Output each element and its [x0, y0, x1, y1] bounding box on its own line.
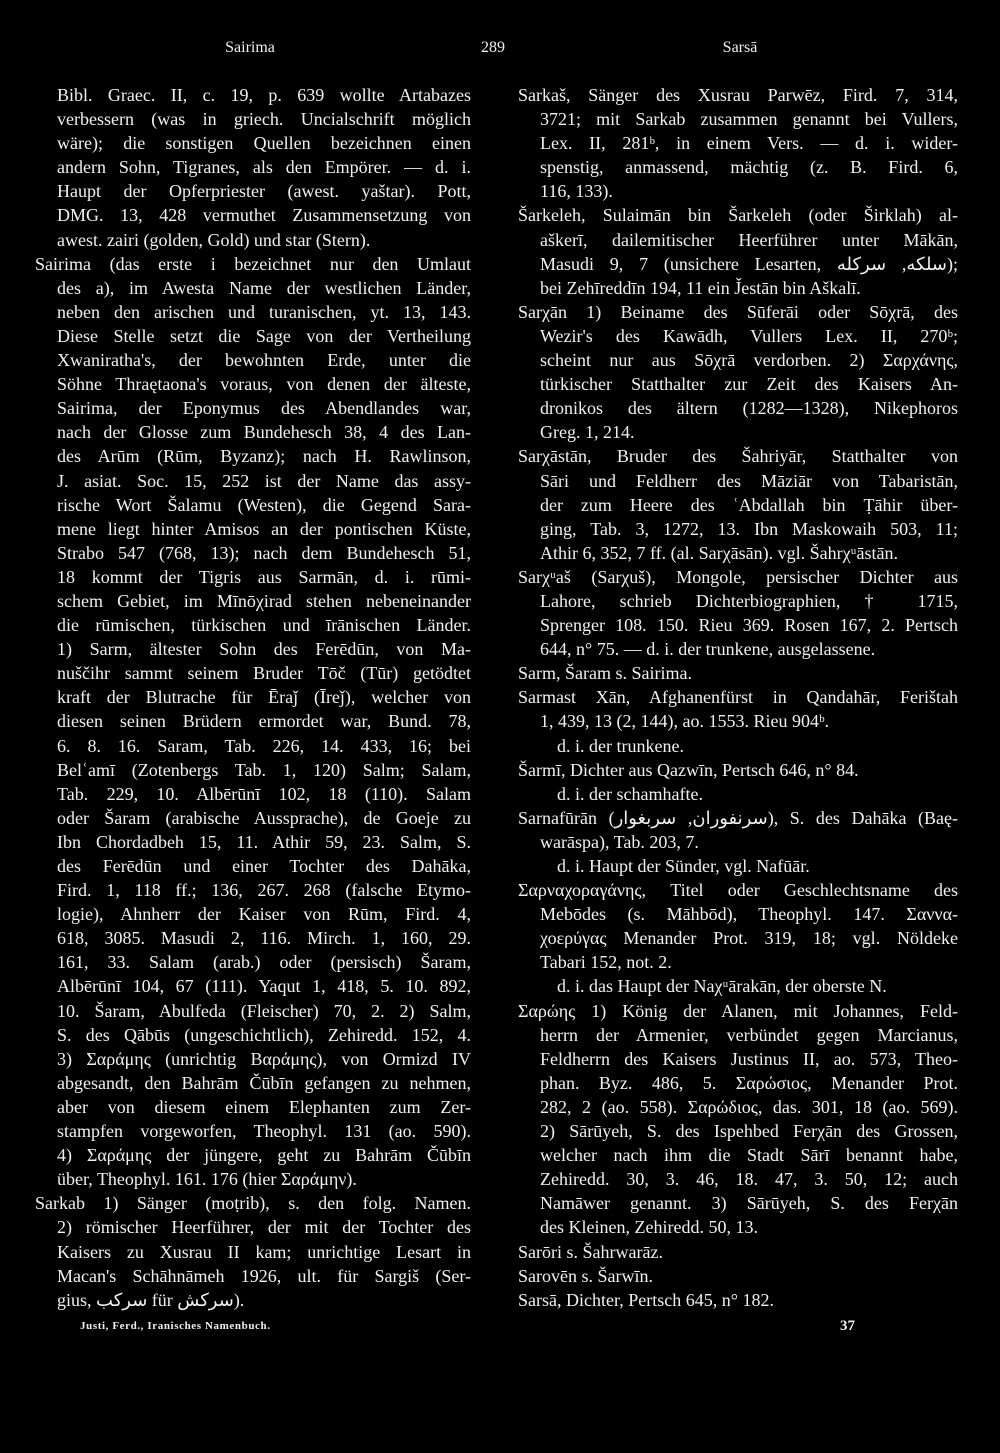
text-line: bei Zehīreddīn 194, 11 ein J̌estān bin Aškalī.	[540, 277, 861, 298]
text-line: 4) Σαράμης der jüngere, geht zu Bahrām Čūbīn	[57, 1145, 471, 1166]
entry-text: (das erste i bezeichnet nur den Umlaut	[109, 253, 472, 274]
text-line	[35, 252, 471, 276]
text-line: Mebōdes (s. Māhbōd), Theophyl. 147. Σαννα-	[540, 904, 958, 925]
entry-text: s. Šarwīn.	[581, 1265, 653, 1286]
text-line	[518, 1288, 958, 1312]
entry-text: 1) Beiname des Sūferāi oder Sōχrā, des	[586, 301, 959, 322]
dictionary-entry	[518, 203, 958, 299]
entry-gloss: d. i. der schamhafte.	[557, 783, 703, 804]
text-line: 161, 33. Salam (arab.) oder (persisch) Šaram,	[57, 952, 471, 973]
dictionary-entry	[518, 565, 958, 661]
text-line: türkischer Statthalter zur Zeit des Kaisers An-	[540, 374, 958, 395]
text-line: Greg. 1, 214.	[540, 422, 635, 443]
entry-text: 1) Sänger (moṭrib), s. den folg. Namen.	[103, 1193, 472, 1214]
text-line: 2) römischer Heerführer, der mit der Tochter des	[57, 1217, 471, 1238]
text-line: Haupt der Opferpriester (awest. yaštar). Pott,	[57, 181, 471, 202]
text-line	[518, 83, 958, 107]
entry-gloss: d. i. das Haupt der Naχᵘārakān, der oberste N.	[557, 976, 887, 997]
text-line: verbessern (was in griech. Uncialschrift möglich	[57, 109, 471, 130]
text-line: Kaisers zu Xusrau II kam; unrichtige Lesart in	[57, 1241, 471, 1262]
text-line	[518, 565, 958, 589]
text-line: Namāwer genannt. 3) Sārūyeh, S. des Ferχān	[540, 1193, 958, 1214]
text-line: Sprenger 108. 150. Rieu 369. Rosen 167, 2. Pertsch	[540, 615, 958, 636]
entry-headword: Sarkaš,	[518, 85, 571, 105]
text-line: Athir 6, 352, 7 ff. (al. Sarχāsān). vgl. Šahrχᵘāstān.	[540, 542, 898, 563]
text-line: Tabari 152, not. 2.	[540, 952, 672, 973]
text-line: 3721; mit Sarkab zusammen genannt bei Vullers,	[540, 109, 958, 130]
text-line: 282, 2 (ao. 558). Σαρώδιος, das. 301, 18 (ao. 569).	[540, 1096, 958, 1117]
dictionary-entry	[35, 252, 471, 1192]
entry-text: Titel oder Geschlechtsname des	[670, 880, 958, 901]
text-line: 10. Šaram, Abulfeda (Fleischer) 70, 2. 2) Salm,	[57, 1000, 471, 1021]
sheet-number: 37	[840, 1318, 855, 1334]
dictionary-entry	[518, 1240, 958, 1264]
entry-text: s. Šahrwarāz.	[566, 1241, 663, 1262]
text-line: 644, n° 75. — d. i. der trunkene, ausgelassene.	[540, 639, 876, 660]
text-line: der zum Heere des ʿAbdallah bin Ṭāhir über-	[540, 494, 958, 515]
entry-headword: Sarkab	[35, 1193, 85, 1214]
entry-headword: Šarmī,	[518, 759, 566, 780]
text-line	[518, 685, 958, 709]
text-line: welcher nach ihm die Stadt Sārī benannt habe,	[540, 1145, 958, 1166]
text-line	[518, 878, 958, 902]
text-line: abgesandt, den Bahrām Čūbīn gefangen zu nehmen,	[57, 1072, 471, 1093]
text-line: 1, 439, 13 (2, 144), ao. 1553. Rieu 904ᵇ.	[540, 711, 830, 732]
dictionary-entry	[518, 878, 958, 998]
entry-text: Dichter, Pertsch 645, n° 182.	[566, 1289, 774, 1310]
right-column	[518, 83, 958, 1312]
dictionary-entry	[518, 444, 958, 564]
text-line: gius, سرکب für سرکش).	[57, 1289, 245, 1310]
text-line: aber von diesem einem Elephanten zum Zer-	[57, 1096, 471, 1117]
text-line: warāspa), Tab. 203, 7.	[540, 831, 699, 852]
text-line: Zehiredd. 30, 3. 46, 18. 47, 3. 50, 12; auch	[540, 1169, 958, 1190]
text-line	[518, 758, 958, 782]
entry-headword: Sarsā,	[518, 1289, 562, 1310]
text-line: 6. 8. 16. Saram, Tab. 226, 14. 433, 16; bei	[57, 735, 471, 756]
page-number: 289	[481, 39, 505, 56]
text-line: χοερύγας Menander Prot. 319, 18; vgl. Nöldeke	[540, 928, 958, 949]
entry-headword: Sairima	[35, 253, 91, 274]
entry-text: Dichter aus Qazwīn, Pertsch 646, n° 84.	[570, 759, 859, 780]
text-line: andern Sohn, Tigranes, als den Empörer. — d. i.	[57, 157, 471, 178]
text-line	[518, 806, 958, 830]
text-line: awest. zairi (golden, Gold) und star (Stern).	[57, 229, 371, 250]
entry-headword: Sarχāstān,	[518, 446, 592, 467]
text-line: Feldherrn des Kaisers Justinus II, ao. 573, Theo-	[540, 1048, 958, 1069]
text-line	[518, 444, 958, 468]
dictionary-entry	[518, 661, 958, 685]
dictionary-entry	[518, 806, 958, 878]
text-line	[518, 300, 958, 324]
entry-headword: Sarχān	[518, 301, 567, 322]
text-line: Fird. 1, 118 ff.; 136, 267. 268 (falsche Etymo-	[57, 880, 471, 901]
entry-text: Bruder des Šahriyār, Statthalter von	[616, 446, 959, 467]
signature-line: Justi, Ferd., Iranisches Namenbuch.	[80, 1320, 271, 1332]
text-line: 2) Sārūyeh, S. des Ispehbed Ferχān des Grossen,	[540, 1121, 958, 1142]
text-line: herrn der Armenier, verbündet gegen Marcianus,	[540, 1024, 958, 1045]
text-line	[518, 661, 958, 685]
text-line: Söhne Thraętaona's voraus, von denen der älteste,	[57, 374, 471, 395]
entry-text: Šaram s. Sairima.	[565, 663, 692, 684]
text-line: spenstig, anmassend, mächtig (z. B. Fird. 6,	[540, 157, 958, 178]
text-line: oder Šaram (arabische Aussprache), de Goeje zu	[57, 807, 471, 828]
text-line: Belʿamī (Zotenbergs Tab. 1, 120) Salm; Salam,	[57, 759, 471, 780]
text-line: Xwaniratha's, der bewohnten Erde, unter die	[57, 350, 471, 371]
entry-text: 1) König der Alanen, mit Johannes, Feld-	[591, 1000, 958, 1021]
text-line: Wezir's des Kawādh, Vullers Lex. II, 270ᵇ;	[540, 325, 958, 346]
text-line: Lahore, schrieb Dichterbiographien, † 1715,	[540, 590, 958, 611]
text-line: dronikos des ältern (1282—1328), Nikephoros	[540, 398, 958, 419]
text-line: J. asiat. Soc. 15, 252 ist der Name das assy-	[57, 470, 471, 491]
text-line: diesen seinen Brüdern ermordet war, Bund. 78,	[57, 711, 471, 732]
text-line: Diese Stelle setzt die Sage von der Vertheilung	[57, 325, 471, 346]
dictionary-entry	[35, 83, 471, 252]
entry-headword: Sarm,	[518, 663, 561, 684]
text-line: 1) Sarm, ältester Sohn des Ferēdūn, von Ma-	[57, 639, 471, 660]
text-line: Sāri und Feldherr des Māziār von Tabaristān,	[540, 470, 958, 491]
entry-gloss: d. i. der trunkene.	[557, 735, 684, 756]
text-line: Sairima, der Eponymus des Abendlandes war,	[57, 398, 471, 419]
text-line: des a), im Awesta Name der westlichen Länder,	[57, 277, 471, 298]
text-line: ging, Tab. 3, 1272, 13. Ibn Maskowaih 503, 11;	[540, 518, 958, 539]
entry-text: (Sarχuš), Mongole, persischer Dichter aus	[591, 566, 959, 587]
text-line: aškerī, dailemitischer Heerführer unter Mākān,	[540, 229, 958, 250]
entry-text: Sänger des Xusrau Parwēz, Fird. 7, 314,	[588, 85, 958, 105]
text-line: nuščihr sammt seinem Bruder Tōč (Tūr) getödtet	[57, 663, 471, 684]
entry-headword: Sarōri	[518, 1241, 562, 1262]
dictionary-entry	[518, 300, 958, 445]
text-line: des Ferēdūn und einer Tochter des Dahāka,	[57, 856, 471, 876]
text-line: wäre); die sonstigen Quellen bezeichnen einen	[57, 133, 471, 154]
dictionary-entry	[35, 1191, 471, 1311]
dictionary-entry	[518, 83, 958, 203]
left-column	[35, 83, 471, 1312]
text-line: S. des Qābūs (ungeschichtlich), Zehiredd. 152, 4.	[57, 1024, 471, 1045]
text-line: über, Theophyl. 161. 176 (hier Σαράμην).	[57, 1169, 357, 1190]
text-line: Masudi 9, 7 (unsichere Lesarten, سلکه, سرکله);	[540, 253, 958, 274]
text-line: Strabo 547 (768, 13); nach dem Bundehesch 51,	[57, 542, 471, 563]
running-head-left: Sairima	[225, 39, 275, 56]
text-line: des Arūm (Rūm, Byzanz); nach H. Rawlinson,	[57, 446, 471, 467]
entry-headword: Σαρναχοραγάνης,	[518, 880, 647, 901]
entry-headword: Sarovēn	[518, 1265, 577, 1286]
text-line: rische Wort Šalamu (Westen), die Gegend Sara-	[57, 494, 471, 515]
entry-headword: Šarkeleh,	[518, 205, 586, 226]
text-line: schem Gebiet, im Mīnōχirad stehen nebeneinander	[57, 590, 471, 611]
entry-headword: Sarmast Xān,	[518, 687, 631, 708]
dictionary-entry	[518, 1264, 958, 1288]
text-line	[518, 1264, 958, 1288]
text-line: stampfen vorgeworfen, Theophyl. 131 (ao. 590).	[57, 1121, 471, 1142]
dictionary-entry	[518, 758, 958, 806]
text-line: die rūmischen, türkischen und īrānischen Länder.	[57, 615, 471, 636]
text-line: Ibn Chordadbeh 15, 11. Athir 59, 23. Salm, S.	[57, 831, 471, 852]
entry-headword: Σαρώης	[518, 1000, 576, 1021]
text-line: kraft der Blutrache für Ēraǰ (Īreǰ), welcher von	[57, 687, 471, 708]
text-line	[518, 999, 958, 1023]
text-line: 116, 133).	[540, 181, 613, 202]
text-line: neben den arischen und turanischen, yt. 13, 143.	[57, 301, 471, 322]
running-head-right: Sarsā	[722, 39, 758, 56]
text-line: Lex. II, 281ᵇ, in einem Vers. — d. i. wider-	[540, 133, 958, 154]
text-line: des Kleinen, Zehiredd. 50, 13.	[540, 1217, 758, 1238]
entry-headword: Sarχᵘaš	[518, 566, 571, 587]
text-line: DMG. 13, 428 vermuthet Zusammensetzung von	[57, 205, 471, 226]
text-line: Macan's Schāhnāmeh 1926, ult. für Sargiš (Ser-	[57, 1265, 471, 1286]
text-line: mene liegt hinter Amisos an der pontischen Küste,	[57, 518, 471, 539]
text-line	[35, 1191, 471, 1215]
text-line: logie), Ahnherr der Kaiser von Rūm, Fird. 4,	[57, 904, 471, 925]
text-line: scheint nur aus Sōχrā verdorben. 2) Σαρχάνης,	[540, 350, 958, 371]
entry-text: Afghanenfürst in Qandahār, Ferištah	[649, 687, 959, 708]
entry-headword: Sarnafūrān	[518, 807, 597, 828]
text-line: Tab. 229, 10. Albērūnī 102, 18 (110). Salam	[57, 783, 471, 804]
text-line: phan. Byz. 486, 5. Σαρώσιος, Menander Prot.	[540, 1072, 958, 1093]
dictionary-entry	[518, 685, 958, 757]
text-line: nach der Glosse zum Bundehesch 38, 4 des Lan-	[57, 422, 471, 443]
text-line: 3) Σαράμης (unrichtig Βαράμης), von Ormizd IV	[57, 1048, 471, 1069]
text-line: Bibl. Graec. II, c. 19, p. 639 wollte Artabazes	[57, 85, 471, 105]
text-line: 618, 3085. Masudi 2, 116. Mirch. 1, 160, 29.	[57, 928, 471, 949]
entry-gloss: d. i. Haupt der Sünder, vgl. Nafūār.	[557, 856, 810, 876]
dictionary-entry	[518, 999, 958, 1240]
text-line: 18 kommt der Tigris aus Sarmān, d. i. rūmi-	[57, 566, 471, 587]
text-line	[518, 1240, 958, 1264]
dictionary-entry	[518, 1288, 958, 1312]
text-line	[518, 203, 958, 227]
text-line: Albērūnī 104, 67 (111). Yaqut 1, 418, 5. 10. 892,	[57, 976, 471, 997]
entry-text: (سرنفوران, سربغوار), S. des Dahāka (Baę-	[608, 807, 958, 828]
entry-text: Sulaimān bin Šarkeleh (oder Širklah) al-	[602, 205, 958, 226]
